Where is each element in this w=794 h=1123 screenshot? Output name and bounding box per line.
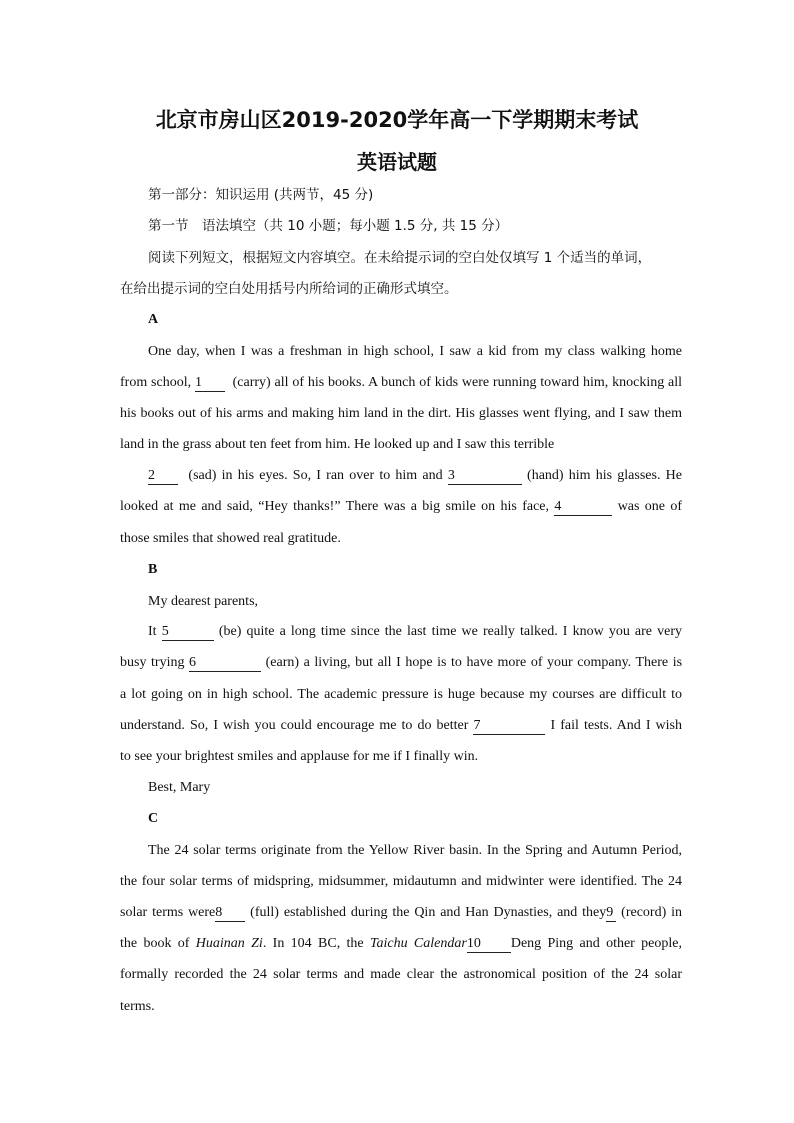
passage-a-line: those smiles that showed real gratitude. (120, 531, 341, 546)
passage-c-line: the four solar terms of midspring, midsummer, midautumn and midwinter were identified. The 24 (120, 874, 682, 889)
passage-b-greeting: My dearest parents, (148, 594, 259, 609)
passage-a-line: land in the grass about ten feet from him. He looked up and I saw this terrible (120, 437, 555, 452)
passage-b-line: understand. So, I wish you could encourage me to do better 7 I fail tests. And I wish (120, 718, 683, 733)
passage-b-heading: B (148, 562, 158, 577)
page-subtitle: 英语试题 (357, 150, 437, 174)
passage-c-line: the book of Huainan Zi. In 104 BC, the Taichu Calendar10 Deng Ping and other people, (120, 936, 682, 951)
passage-a-line: One day, when I was a freshman in high school, I saw a kid from my class walking home (148, 344, 682, 359)
passage-c-line: The 24 solar terms originate from the Yellow River basin. In the Spring and Autumn Period, (148, 843, 682, 858)
passage-c-line: solar terms were8 (full) established during the Qin and Han Dynasties, and they9 (record) in (120, 905, 683, 920)
section-heading: 第一节 语法填空（共 10 小题；每小题 1.5 分, 共 15 分） (148, 218, 509, 234)
passage-b-line: busy trying 6 (earn) a living, but all I hope is to have more of your company. There is (120, 655, 683, 670)
passage-a-line: 2 (sad) in his eyes. So, I ran over to him and 3 (hand) him his glasses. He (148, 468, 682, 483)
blank-1: 1 (195, 375, 225, 392)
passage-b-line: a lot going on in high school. The academic pressure is huge because my courses are difficult to (120, 687, 682, 702)
passage-c-heading: C (148, 811, 159, 826)
part-heading: 第一部分：知识运用 (共两节，45 分) (148, 187, 374, 203)
passage-b-line: to see your brightest smiles and applause for me if I finally win. (120, 749, 479, 764)
blank-9: 9 (606, 905, 616, 922)
passage-b-closing: Best, Mary (148, 780, 211, 795)
instruction-line-2: 在给出提示词的空白处用括号内所给词的正确形式填空。 (120, 281, 458, 297)
page-title: 北京市房山区2019-2020学年高一下学期期末考试 (155, 108, 639, 132)
blank-10: 10 (467, 936, 511, 953)
instruction-line-1: 阅读下列短文，根据短文内容填空。在未给提示词的空白处仅填写 1 个适当的单词， (148, 250, 652, 266)
passage-c-line: terms. (120, 999, 155, 1014)
passage-c-line: formally recorded the 24 solar terms and made clear the astronomical position of the 24 solar (120, 967, 682, 982)
passage-a-line: his books out of his arms and making him land in the dirt. His glasses went flying, and I saw them (120, 406, 682, 421)
passage-a-heading: A (148, 312, 159, 327)
blank-8: 8 (215, 905, 245, 922)
passage-a-line: looked at me and said, “Hey thanks!” There was a big smile on his face, 4 was one of (120, 499, 683, 514)
blank-5: 5 (162, 624, 214, 641)
passage-b-line: It 5 (be) quite a long time since the last time we really talked. I know you are very (148, 624, 683, 639)
blank-6: 6 (189, 655, 261, 672)
blank-4: 4 (554, 499, 612, 516)
blank-7: 7 (473, 718, 545, 735)
blank-3: 3 (448, 468, 522, 485)
blank-2: 2 (148, 468, 178, 485)
passage-a-line: from school, 1 (carry) all of his books. A bunch of kids were running toward him, knocking all (120, 375, 683, 390)
